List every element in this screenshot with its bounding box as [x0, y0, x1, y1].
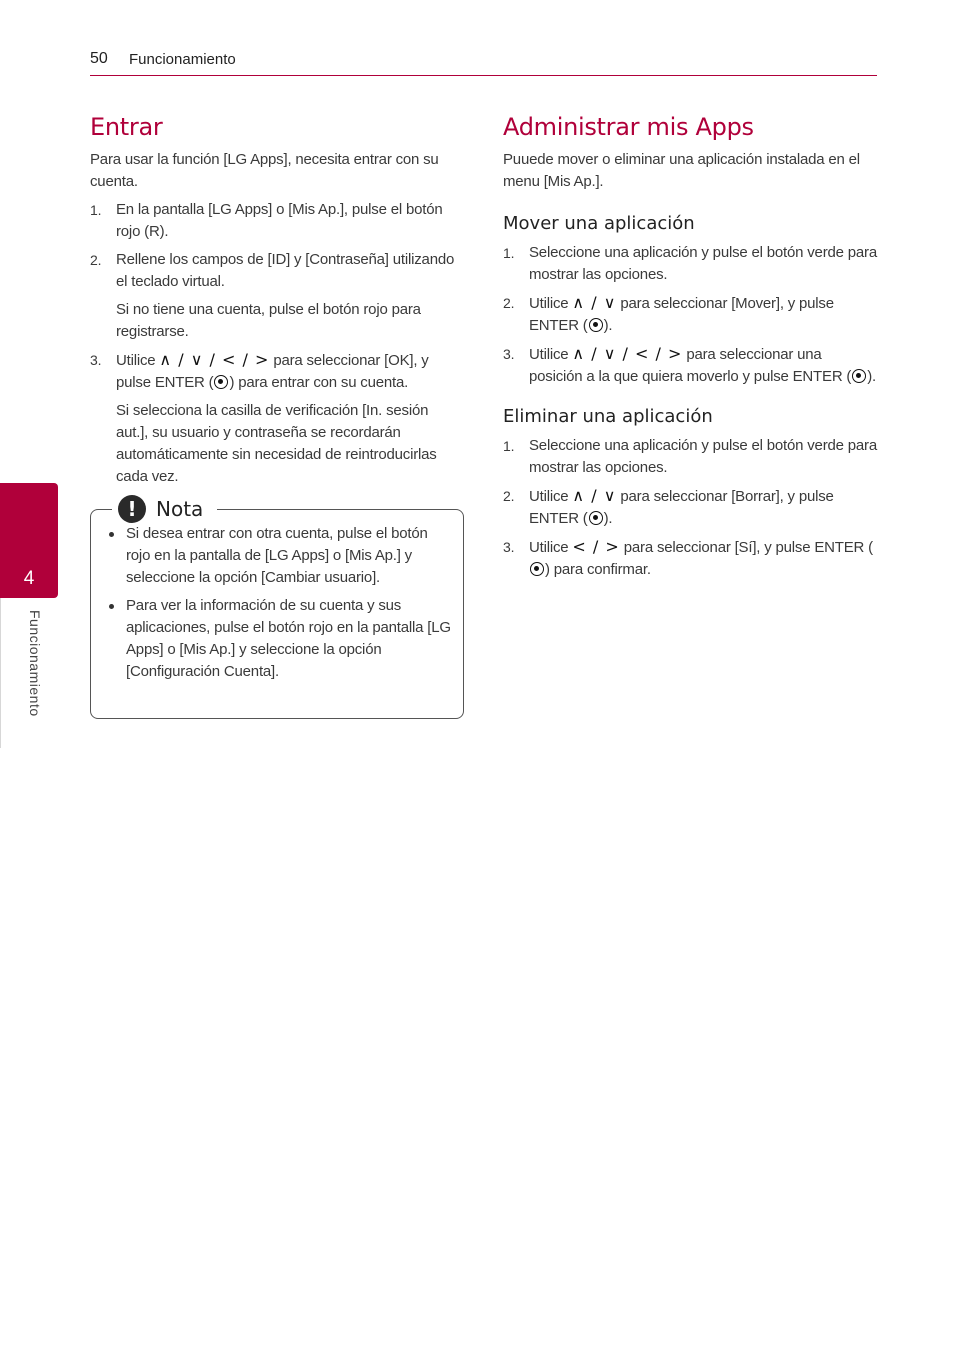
list-item [90, 249, 464, 343]
page-header [90, 48, 877, 76]
step-text: ) para confirmar. [545, 561, 651, 578]
arrow-keys-icon: ∧ / ∨ [572, 293, 617, 312]
enter-button-icon [852, 369, 866, 383]
subsection-title-eliminar: Eliminar una aplicación [503, 406, 713, 427]
chapter-label: Funcionamiento [27, 610, 43, 717]
step-text: para seleccionar [Borrar], y pulse ENTER ( [529, 488, 834, 527]
header-section-name: Funcionamiento [129, 51, 236, 68]
note-header [112, 494, 217, 524]
list-item [503, 536, 877, 581]
step-text: Utilice [529, 488, 569, 505]
left-column [90, 112, 464, 494]
arrow-keys-icon: ∧ / ∨ [572, 486, 617, 505]
step-number: 1. [503, 245, 515, 261]
arrow-keys-icon: ∧ / ∨ / < / > [159, 350, 270, 369]
exclamation-icon: ! [118, 495, 146, 523]
right-column [503, 112, 877, 587]
list-item [90, 349, 464, 488]
step-number: 2. [90, 252, 102, 268]
enter-button-icon [589, 318, 603, 332]
chapter-number: 4 [23, 568, 35, 589]
step-text: Seleccione una aplicación y pulse el botón verde para mostrar las opciones. [529, 244, 877, 283]
step-number: 2. [503, 488, 515, 504]
mover-steps [503, 242, 877, 388]
section-title-administrar: Administrar mis Apps [503, 113, 754, 141]
step-text: para seleccionar una posición a la que quiera moverlo y pulse ENTER ( [529, 346, 852, 385]
list-item [503, 292, 877, 337]
step-text: Rellene los campos de [ID] y [Contraseña] utilizando el teclado virtual. [116, 251, 455, 290]
step-text: En la pantalla [LG Apps] o [Mis Ap.], pulse el botón rojo (R). [116, 201, 443, 240]
arrow-keys-icon: < / > [572, 537, 620, 556]
note-list [107, 523, 452, 689]
step-text: Utilice [116, 352, 156, 369]
step-text: ). [867, 368, 876, 385]
step-text: para seleccionar [Mover], y pulse ENTER ( [529, 295, 834, 334]
step-text: Utilice [529, 346, 569, 363]
side-divider [0, 598, 1, 748]
enter-button-icon [530, 562, 544, 576]
entrar-steps [90, 199, 464, 488]
step-text: Seleccione una aplicación y pulse el botón verde para mostrar las opciones. [529, 437, 877, 476]
step-text: para seleccionar [Sí], y pulse ENTER ( [623, 539, 873, 556]
step-subnote: Si no tiene una cuenta, pulse el botón rojo para registrarse. [116, 301, 421, 340]
note-box [90, 497, 464, 719]
subsection-title-mover: Mover una aplicación [503, 213, 695, 234]
step-text: ). [603, 317, 613, 334]
step-text: ). [603, 510, 613, 527]
administrar-intro: Puuede mover o eliminar una aplicación instalada en el menu [Mis Ap.]. [503, 151, 860, 190]
page-number: 50 [90, 50, 108, 67]
list-item: Si desea entrar con otra cuenta, pulse el botón rojo en la pantalla de [LG Apps] o [Mis Ap.] y seleccione la opción [Cambiar usuario]. [107, 523, 452, 589]
list-item [503, 435, 877, 479]
step-number: 1. [90, 202, 102, 218]
enter-button-icon [589, 511, 603, 525]
section-title-entrar: Entrar [90, 113, 163, 141]
chapter-tab [0, 483, 58, 598]
step-number: 3. [503, 346, 515, 362]
step-number: 2. [503, 295, 515, 311]
step-text: para seleccionar [OK], y pulse ENTER ( [116, 352, 429, 391]
list-item [90, 199, 464, 243]
step-text: Utilice [529, 295, 569, 312]
step-subnote: Si selecciona la casilla de verificación [In. sesión aut.], su usuario y contraseña se recordarán automáticamente sin necesidad de reintroducirlas cada vez. [116, 402, 437, 485]
step-number: 3. [503, 539, 515, 555]
arrow-keys-icon: ∧ / ∨ / < / > [572, 344, 683, 363]
step-text: ) para entrar con su cuenta. [229, 374, 409, 391]
list-item [503, 242, 877, 286]
list-item: Para ver la información de su cuenta y sus aplicaciones, pulse el botón rojo en la pantalla [LG Apps] o [Mis Ap.] y seleccione la opción [Configuración Cuenta]. [107, 595, 452, 683]
step-number: 3. [90, 352, 102, 368]
eliminar-steps [503, 435, 877, 581]
note-title: Nota [156, 497, 204, 521]
step-number: 1. [503, 438, 515, 454]
step-text: Utilice [529, 539, 569, 556]
list-item [503, 485, 877, 530]
list-item [503, 343, 877, 388]
entrar-intro: Para usar la función [LG Apps], necesita entrar con su cuenta. [90, 151, 439, 190]
enter-button-icon [214, 375, 228, 389]
